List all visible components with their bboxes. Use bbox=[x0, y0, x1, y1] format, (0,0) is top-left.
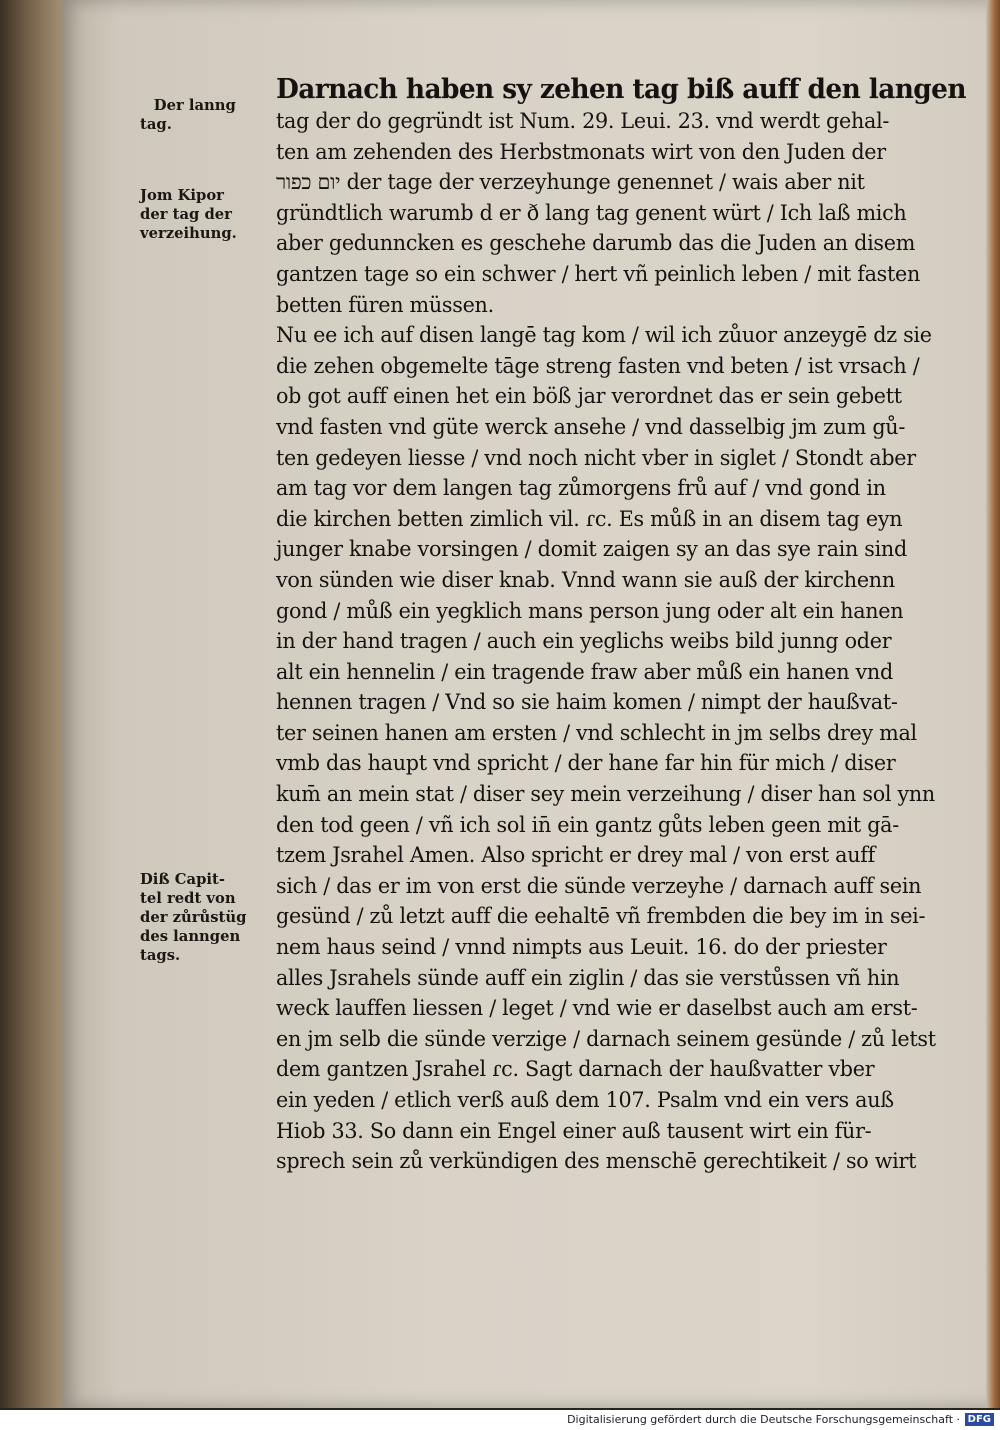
body-line: Hiob 33. So dann ein Engel einer auß tausent wirt ein für- bbox=[276, 1118, 872, 1143]
body-line: ten am zehenden des Herbstmonats wirt von den Juden der bbox=[276, 139, 886, 164]
margin-note-1 bbox=[140, 96, 266, 134]
body-line: tzem Jsrahel Amen. Also spricht er drey mal / von erst auff bbox=[276, 843, 875, 868]
dfg-logo: DFG bbox=[965, 1413, 994, 1426]
margin-note-3 bbox=[140, 870, 266, 965]
body-line: gesünd / zů letzt auff die eehaltē vñ frembden die bey im in sei- bbox=[276, 904, 926, 929]
body-line: in der hand tragen / auch ein yeglichs weibs bild junng oder bbox=[276, 629, 892, 654]
page-edge bbox=[986, 0, 1000, 1408]
margin-note-line: Jom Kipor bbox=[140, 186, 224, 204]
margin-note-line: verzeihung. bbox=[140, 224, 237, 242]
body-line: die zehen obgemelte tāge streng fasten vnd beten / ist vrsach / bbox=[276, 353, 920, 378]
margin-note-line: Diß Capit- bbox=[140, 870, 225, 888]
body-line: kum̄ an mein stat / diser sey mein verzeihung / diser han sol ynn bbox=[276, 782, 935, 807]
footer-bar bbox=[0, 1410, 1000, 1430]
margin-note-line: tel redt von bbox=[140, 889, 236, 907]
body-line: alles Jsrahels sünde auff ein ziglin / das sie verstůssen vñ hin bbox=[276, 965, 900, 990]
body-line: die kirchen betten zimlich vil. ɾc. Es můß in an disem tag eyn bbox=[276, 506, 903, 531]
body-line: sprech sein zů verkündigen des menschē gerechtikeit / so wirt bbox=[276, 1149, 917, 1174]
body-line: den tod geen / vñ ich sol in̄ ein gantz gůts leben geen mit gā- bbox=[276, 812, 899, 837]
margin-note-line: tag. bbox=[140, 115, 172, 133]
margin-note-line: tags. bbox=[140, 946, 181, 964]
body-line: alt ein hennelin / ein tragende fraw aber můß ein hanen vnd bbox=[276, 659, 893, 684]
body-line: von sünden wie diser knab. Vnnd wann sie auß der kirchenn bbox=[276, 567, 895, 592]
margin-note-line: der tag der bbox=[140, 205, 232, 223]
body-line: ten gedeyen liesse / vnd noch nicht vber in siglet / Stondt aber bbox=[276, 445, 916, 470]
body-line: dem gantzen Jsrahel ɾc. Sagt darnach der haußvatter vber bbox=[276, 1057, 875, 1082]
body-line: Nu ee ich auf disen langē tag kom / wil ich zůuor anzeygē dz sie bbox=[276, 323, 932, 348]
margin-note-line: der zůrůstüg bbox=[140, 908, 247, 926]
body-line: hennen tragen / Vnd so sie haim komen / nimpt der haußvat- bbox=[276, 690, 898, 715]
funding-credit: Digitalisierung gefördert durch die Deutsche Forschungsgemeinschaft · bbox=[567, 1413, 960, 1426]
body-line: weck lauffen liessen / leget / vnd wie er daselbst auch am erst- bbox=[276, 996, 918, 1021]
body-line: am tag vor dem langen tag zůmorgens frů auf / vnd gond in bbox=[276, 476, 886, 501]
body-line: Darnach haben sy zehen tag biß auff den langen bbox=[276, 74, 966, 105]
body-text bbox=[276, 74, 976, 1177]
body-line: יום כפור der tage der verzeyhunge genennet / wais aber nit bbox=[276, 170, 865, 195]
body-line: gründtlich warumb d er ð lang tag genent würt / Ich laß mich bbox=[276, 200, 907, 225]
body-line: en jm selb die sünde verzige / darnach seinem gesünde / zů letst bbox=[276, 1026, 936, 1051]
body-line: junger knabe vorsingen / domit zaigen sy an das sye rain sind bbox=[276, 537, 907, 562]
body-line: vnd fasten vnd güte werck ansehe / vnd dasselbig jm zum gů- bbox=[276, 414, 906, 439]
margin-note-line: des lanngen bbox=[140, 927, 241, 945]
body-line: gond / můß ein yegklich mans person jung oder alt ein hanen bbox=[276, 598, 904, 623]
body-line: betten füren müssen. bbox=[276, 292, 494, 317]
margin-note-2 bbox=[140, 186, 266, 243]
body-line: ein yeden / etlich verß auß dem 107. Psalm vnd ein vers auß bbox=[276, 1088, 894, 1112]
body-line: sich / das er im von erst die sünde verzeyhe / darnach auff sein bbox=[276, 873, 922, 898]
body-line: vmb das haupt vnd spricht / der hane far hin für mich / diser bbox=[276, 751, 896, 776]
body-line: tag der do gegründt ist Num. 29. Leui. 23. vnd werdt gehal- bbox=[276, 109, 890, 133]
body-line: ter seinen hanen am ersten / vnd schlecht in jm selbs drey mal bbox=[276, 720, 917, 745]
body-line: nem haus seind / vnnd nimpts aus Leuit. 16. do der priester bbox=[276, 935, 887, 960]
body-line: aber gedunncken es geschehe darumb das die Juden an disem bbox=[276, 231, 916, 256]
book-spine bbox=[0, 0, 66, 1408]
margin-note-line: Der lanng bbox=[153, 96, 236, 114]
body-line: gantzen tage so ein schwer / hert vñ peinlich leben / mit fasten bbox=[276, 261, 920, 286]
body-line: ob got auff einen het ein böß jar verordnet das er sein gebett bbox=[276, 384, 902, 409]
